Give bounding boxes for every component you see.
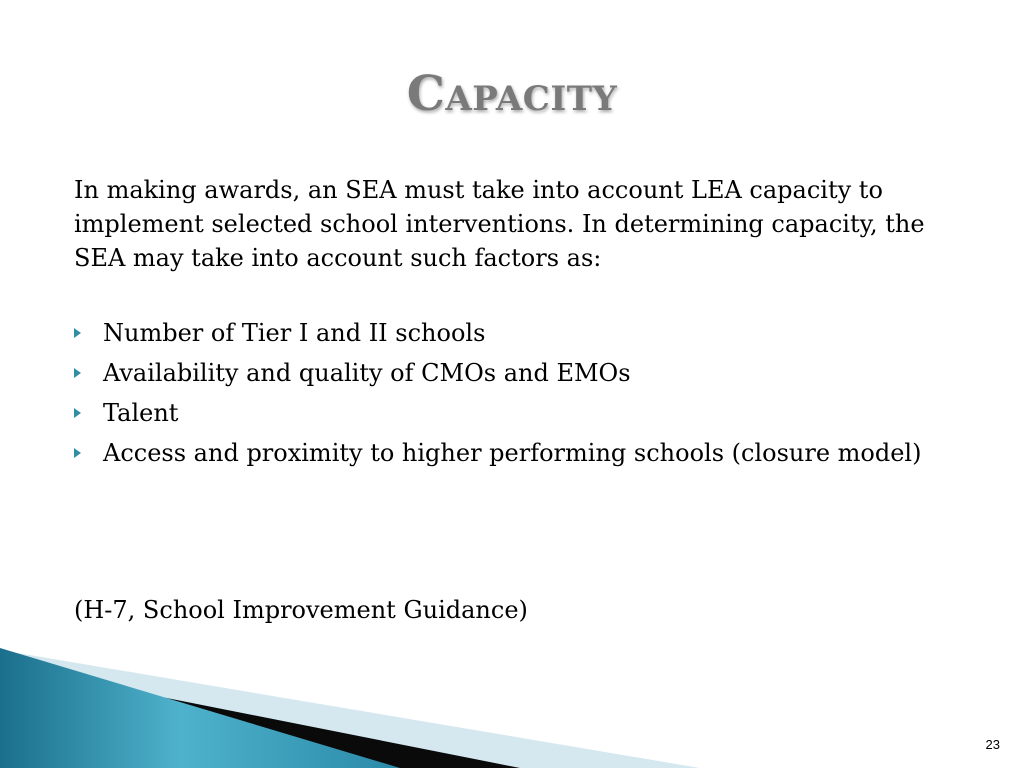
intro-paragraph: In making awards, an SEA must take into account LEA capacity to implement selected school interventions. In determining capacity, the SEA may take into account such factors as: bbox=[74, 176, 925, 272]
bullet-text: Access and proximity to higher performing schools (closure model) bbox=[103, 439, 922, 467]
triangle-right-icon bbox=[74, 448, 81, 458]
triangle-right-icon bbox=[74, 328, 81, 338]
triangle-right-icon bbox=[74, 368, 81, 378]
list-item bbox=[74, 433, 974, 473]
slide-title: Capacity bbox=[406, 66, 618, 122]
list-item bbox=[74, 313, 974, 353]
bullet-text: Number of Tier I and II schools bbox=[103, 319, 486, 347]
list-item bbox=[74, 353, 974, 393]
bullet-text: Talent bbox=[103, 399, 179, 427]
citation: (H-7, School Improvement Guidance) bbox=[74, 596, 528, 624]
triangle-right-icon bbox=[74, 408, 81, 418]
decorative-wave bbox=[0, 640, 700, 768]
bullet-list bbox=[74, 313, 974, 473]
bullet-text: Availability and quality of CMOs and EMOs bbox=[103, 359, 631, 387]
page-number: 23 bbox=[985, 737, 1000, 752]
list-item bbox=[74, 393, 974, 433]
